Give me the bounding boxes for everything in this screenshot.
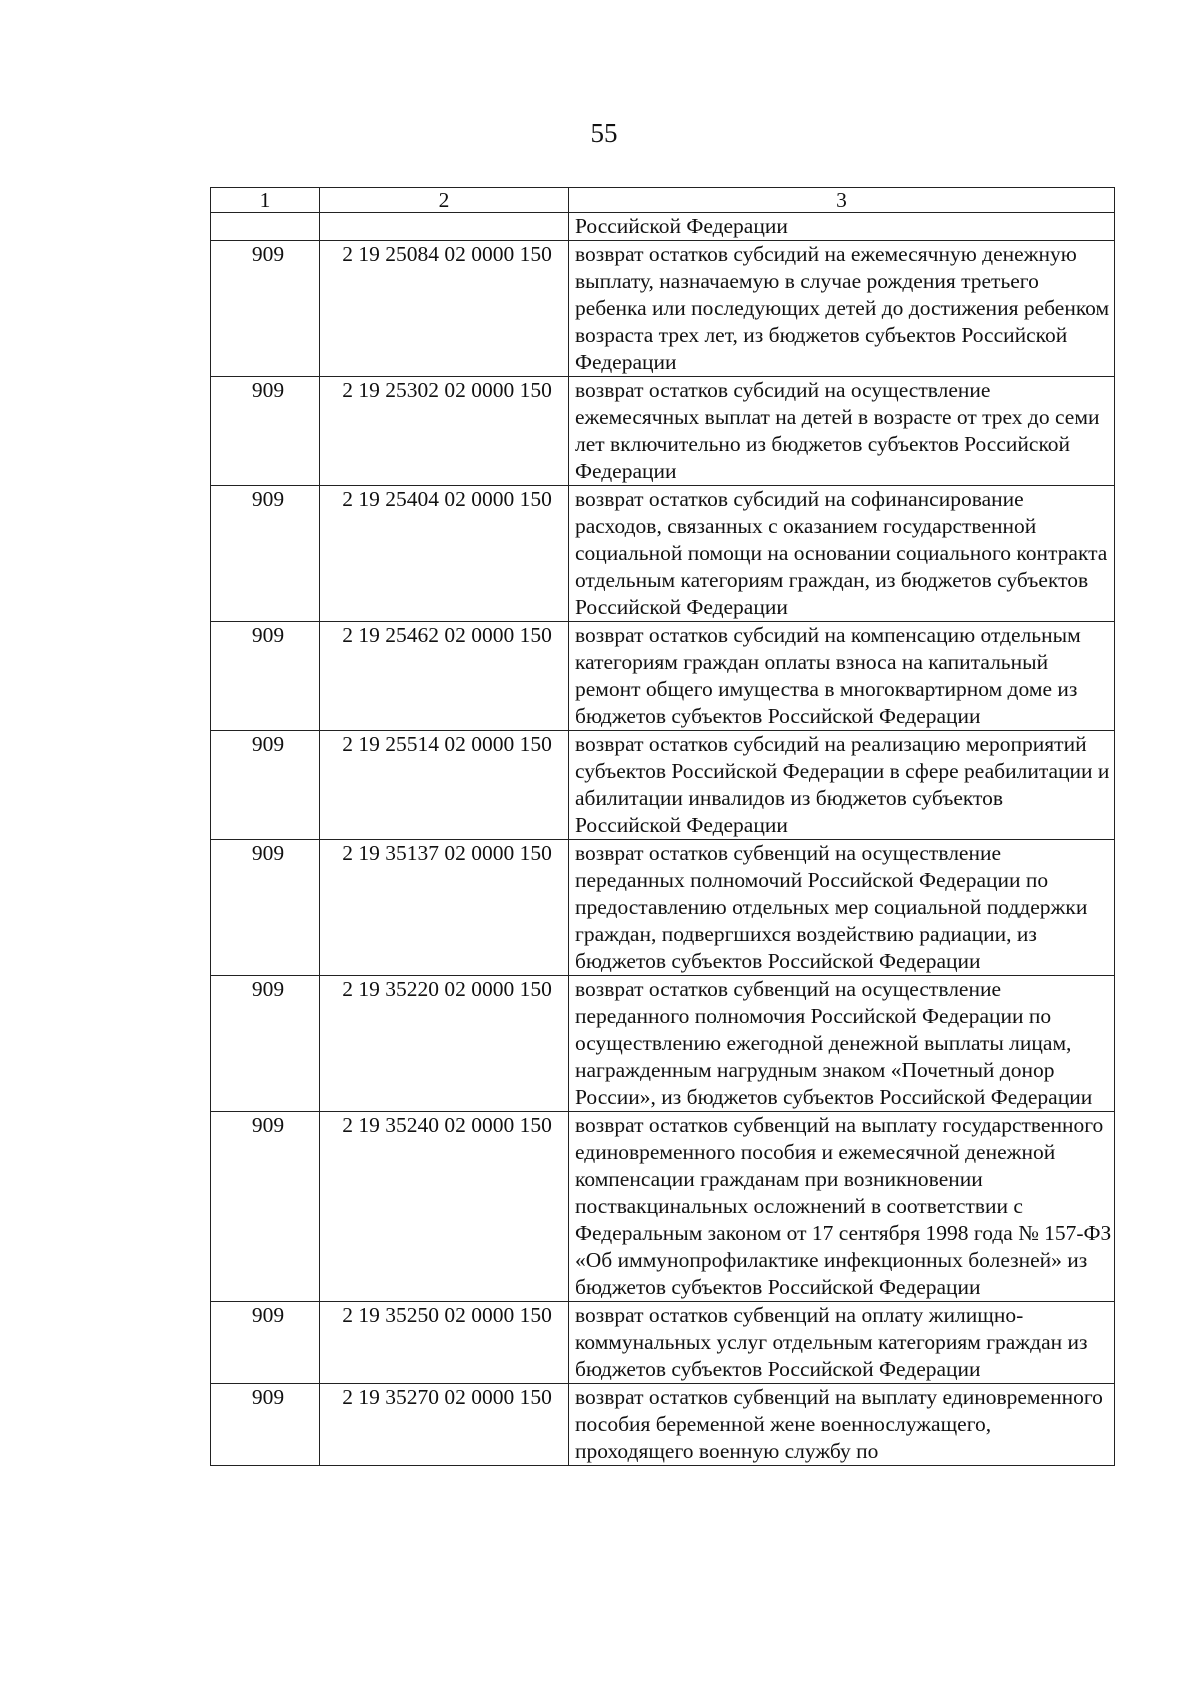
description-cell: возврат остатков субвенций на осуществление переданных полномочий Российской Федерации по предоставлению отдельных мер социальной поддержки граждан, подвергшихся воздействию радиации, из бюджетов субъектов Российской Федерации (569, 840, 1115, 976)
budget-code-cell: 2 19 35270 02 0000 150 (320, 1384, 569, 1466)
admin-code-cell: 909 (211, 377, 320, 486)
budget-code-cell: 2 19 35220 02 0000 150 (320, 976, 569, 1112)
admin-code-cell: 909 (211, 1384, 320, 1466)
table-row (211, 731, 1115, 840)
description-cell: возврат остатков субвенций на выплату единовременного пособия беременной жене военнослужащего, проходящего военную службу по (569, 1384, 1115, 1466)
budget-code-cell: 2 19 25302 02 0000 150 (320, 377, 569, 486)
table-row (211, 840, 1115, 976)
description-cell: возврат остатков субвенций на выплату государственного единовременного пособия и ежемесячной денежной компенсации гражданам при возникновении поствакцинальных осложнений в соответствии с Федеральным законом от 17 сентября 1998 года № 157-ФЗ «Об иммунопрофилактике инфекционных болезней» из бюджетов субъектов Российской Федерации (569, 1112, 1115, 1302)
admin-code-cell: 909 (211, 840, 320, 976)
description-cell: возврат остатков субсидий на реализацию мероприятий субъектов Российской Федерации в сфере реабилитации и абилитации инвалидов из бюджетов субъектов Российской Федерации (569, 731, 1115, 840)
description-cell: возврат остатков субсидий на осуществление ежемесячных выплат на детей в возрасте от трех до семи лет включительно из бюджетов субъектов Российской Федерации (569, 377, 1115, 486)
table-row (211, 1302, 1115, 1384)
table-row (211, 622, 1115, 731)
description-cell: Российской Федерации (569, 213, 1115, 241)
continuation-row (211, 213, 1115, 241)
description-cell: возврат остатков субвенций на оплату жилищно-коммунальных услуг отдельным категориям граждан из бюджетов субъектов Российской Федерации (569, 1302, 1115, 1384)
table-row (211, 241, 1115, 377)
budget-code-cell: 2 19 35240 02 0000 150 (320, 1112, 569, 1302)
budget-code-cell (320, 213, 569, 241)
budget-code-cell: 2 19 35137 02 0000 150 (320, 840, 569, 976)
budget-code-cell: 2 19 25084 02 0000 150 (320, 241, 569, 377)
admin-code-cell: 909 (211, 1112, 320, 1302)
admin-code-cell: 909 (211, 241, 320, 377)
table-row (211, 1384, 1115, 1466)
budget-code-cell: 2 19 35250 02 0000 150 (320, 1302, 569, 1384)
admin-code-cell: 909 (211, 976, 320, 1112)
table-row (211, 1112, 1115, 1302)
table-header-row (211, 188, 1115, 213)
column-header-1: 1 (211, 188, 320, 213)
table-row (211, 976, 1115, 1112)
description-cell: возврат остатков субсидий на компенсацию отдельным категориям граждан оплаты взноса на капитальный ремонт общего имущества в многоквартирном доме из бюджетов субъектов Российской Федерации (569, 622, 1115, 731)
description-cell: возврат остатков субвенций на осуществление переданного полномочия Российской Федерации по осуществлению ежегодной денежной выплаты лицам, награжденным нагрудным знаком «Почетный донор России», из бюджетов субъектов Российской Федерации (569, 976, 1115, 1112)
budget-code-cell: 2 19 25462 02 0000 150 (320, 622, 569, 731)
page-number: 55 (590, 118, 618, 148)
column-header-3: 3 (569, 188, 1115, 213)
admin-code-cell: 909 (211, 1302, 320, 1384)
table-row (211, 486, 1115, 622)
column-header-2: 2 (320, 188, 569, 213)
admin-code-cell: 909 (211, 486, 320, 622)
admin-code-cell: 909 (211, 731, 320, 840)
table-row (211, 377, 1115, 486)
budget-code-cell: 2 19 25514 02 0000 150 (320, 731, 569, 840)
budget-code-cell: 2 19 25404 02 0000 150 (320, 486, 569, 622)
admin-code-cell: 909 (211, 622, 320, 731)
budget-codes-table (210, 187, 1115, 1466)
description-cell: возврат остатков субсидий на софинансирование расходов, связанных с оказанием государственной социальной помощи на основании социального контракта отдельным категориям граждан, из бюджетов субъектов Российской Федерации (569, 486, 1115, 622)
admin-code-cell (211, 213, 320, 241)
description-cell: возврат остатков субсидий на ежемесячную денежную выплату, назначаемую в случае рождения третьего ребенка или последующих детей до достижения ребенком возраста трех лет, из бюджетов субъектов Российской Федерации (569, 241, 1115, 377)
